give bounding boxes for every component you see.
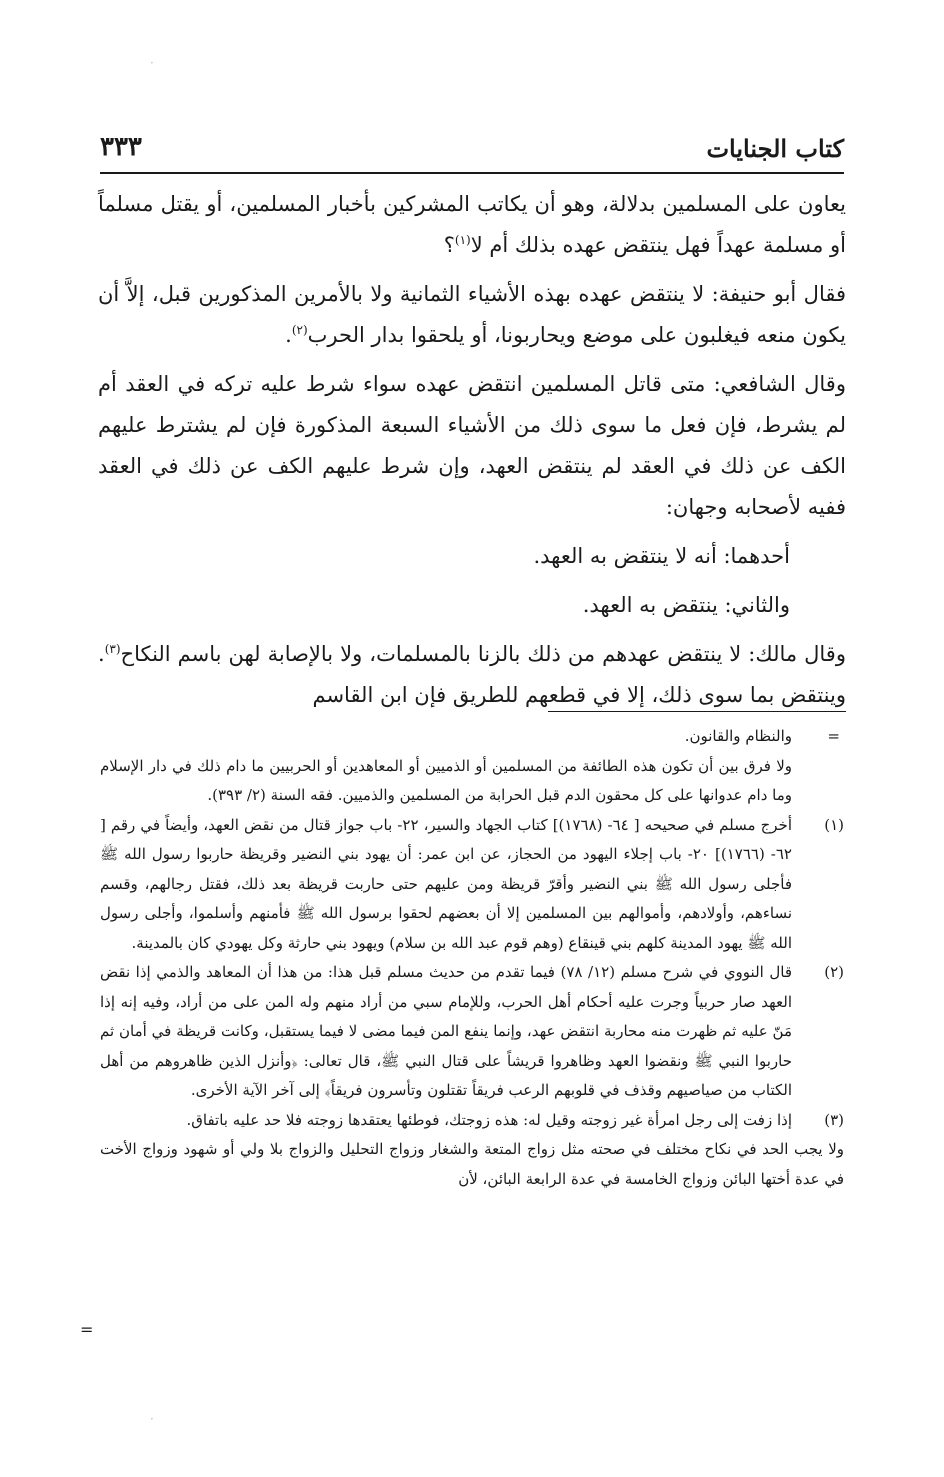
footnote-item: (٣) إذا زفت إلى رجل امرأة غير زوجته وقيل له: هذه زوجتك، فوطئها يعتقدها زوجته فلا حد عليه باتفاق. xyxy=(100,1106,844,1136)
paragraph: وقال مالك: لا ينتقض عهدهم من ذلك بالزنا بالمسلمات، ولا بالإصابة لهن باسم النكاح$^{(٣)}$. وينتقض بما سوى ذلك، إلا في قطعهم للطريق فإن ابن القاسم xyxy=(98,642,846,707)
running-header xyxy=(100,128,844,172)
paragraph: يعاون على المسلمين بدلالة، وهو أن يكاتب المشركين بأخبار المسلمين، أو يقتل مسلماً أو مسلمة عهداً فهل ينتقض عهده بذلك أم لا$^{(١)}$؟ xyxy=(98,192,846,257)
main-text xyxy=(98,184,846,716)
continuation-marker-end: = xyxy=(80,1320,94,1339)
header-rule xyxy=(100,172,844,174)
footnote-number: (٢) xyxy=(824,963,844,981)
footnote-ref[interactable]: (٢) xyxy=(291,323,308,337)
footnote-number: (١) xyxy=(824,815,844,834)
scan-speck: · xyxy=(150,1412,154,1426)
footnote-continuation: = والنظام والقانون. xyxy=(100,722,844,752)
paragraph: أحدهما: أنه لا ينتقض به العهد. xyxy=(533,544,790,568)
footnotes xyxy=(100,722,844,1194)
footnote-continuation-text: ولا فرق بين أن تكون هذه الطائفة من المسلمين أو الذميين أو المعاهدين أو الحربيين ما دام ذلك في دار الإسلام وما دام عدوانها على كل محقون الدم قبل الحرابة من المسلمين والذميين. فقه السنة (٢/ ٣٩٣). xyxy=(100,756,792,804)
scan-speck: · xyxy=(150,56,154,70)
paragraph: وقال الشافعي: متى قاتل المسلمين انتقض عهده سواء شرط عليه تركه في العقد أم لم يشرط، فإن فعل ما سوى ذلك من الأشياء السبعة المذكورة فإن لم يشترط عليهم الكف عن ذلك في العقد لم ينتقض العهد، وإن شرط عليهم الكف عن ذلك في العقد ففيه لأصحابه وجهان: xyxy=(98,372,846,519)
footnote-trailing-text: ولا يجب الحد في نكاح مختلف في صحته مثل زواج المتعة والشغار وزواج التحليل والزواج بلا ولي أو شهود وزواج الأخت في عدة أختها البائن وزواج الخامسة في عدة الرابعة البائن، لأن xyxy=(100,1140,844,1188)
footnote-number: (٣) xyxy=(824,1110,844,1129)
footnote-separator xyxy=(548,711,846,712)
chapter-title: كتاب الجنايات xyxy=(706,134,844,163)
paragraph: والثاني: ينتقض به العهد. xyxy=(582,593,790,617)
continuation-marker: = xyxy=(827,727,840,745)
paragraph: فقال أبو حنيفة: لا ينتقض عهده بهذه الأشياء الثمانية ولا بالأمرين المذكورين قبل، إلاَّ أن يكون منعه فيغلبون على موضع ويحاربونا، أو يلحقوا بدار الحرب$^{(٢)}$. xyxy=(98,282,846,347)
footnote-item: (١) أخرج مسلم في صحيحه [ ٦٤- (١٧٦٨)] كتاب الجهاد والسير، ٢٢- باب جواز قتال من نقض العهد، وأيضاً في رقم [ ٦٢- (١٧٦٦)] ٢٠- باب إجلاء اليهود من الحجاز، عن ابن عمر: أن يهود بني النضير وقريظة حاربوا رسول الله ﷺ فأجلى رسول الله ﷺ بني النضير وأقرّ قريظة ومن عليهم حتى حاربت قريظة بعد ذلك، فقتل رجالهم، وقسم نساءهم، وأولادهم، وأموالهم بين المسلمين إلا أن بعضهم لحقوا برسول الله ﷺ فأمنهم وأسلموا، وأجلى رسول الله ﷺ يهود المدينة كلهم بني قينقاع (وهم قوم عبد الله بن سلام) ويهود بني حارثة وكل يهودي كان بالمدينة. xyxy=(100,811,844,959)
page-number: ٣٣٣ xyxy=(100,132,142,162)
footnote-ref[interactable]: (٣) xyxy=(104,642,121,656)
footnote-ref[interactable]: (١) xyxy=(454,233,471,247)
footnote-item: (٢) قال النووي في شرح مسلم (١٢/ ٧٨) فيما تقدم من حديث مسلم قبل هذا: من هذا أن المعاهد والذمي إذا نقض العهد صار حربياً وجرت عليه أحكام أهل الحرب، وللإمام سبي من أراد منهم وله المن على من أراد، وفيه إنه إذا مَنّ عليه ثم ظهرت منه محاربة انتقض عهد، وإنما ينفع المن فيما مضى لا فيما يستقبل، وكانت قريظة في أمان ثم حاربوا النبي ﷺ ونقضوا العهد وظاهروا قريشاً على قتال النبي ﷺ، قال تعالى: ﴿وأنزل الذين ظاهروهم من أهل الكتاب من صياصيهم وقذف في قلوبهم الرعب فريقاً تقتلون وتأسرون فريقاً﴾ إلى آخر الآية الأخرى. xyxy=(100,958,844,1106)
